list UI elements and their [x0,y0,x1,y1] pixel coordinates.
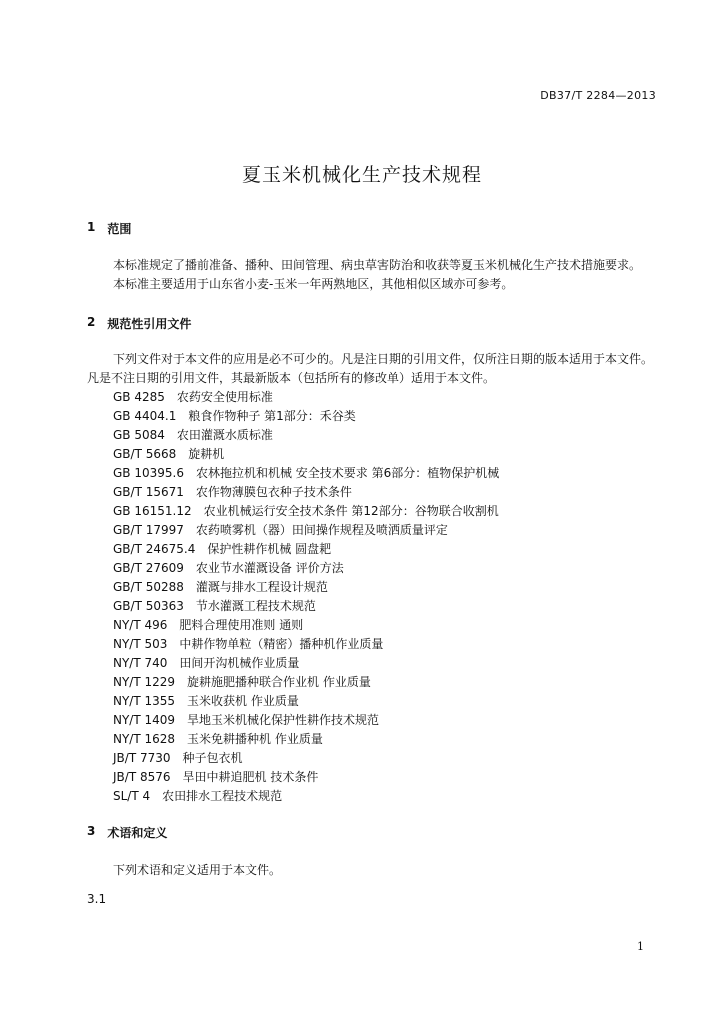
reference-item [113,692,499,711]
reference-title: 旋耕施肥播种联合作业机 作业质量 [187,675,371,689]
document-title: 夏玉米机械化生产技术规程 [241,164,482,186]
reference-item [113,559,499,578]
reference-code: GB 10395.6 [113,466,184,480]
reference-code: NY/T 1355 [113,694,176,708]
section-title: 规范性引用文件 [107,317,192,331]
reference-item [113,407,499,426]
reference-item [113,768,499,787]
reference-title: 农业节水灌溉设备 评价方法 [195,561,344,575]
reference-code: GB/T 50288 [113,580,184,594]
reference-title: 玉米免耕播种机 作业质量 [187,732,323,746]
reference-code: GB/T 27609 [113,561,184,575]
reference-item [113,673,499,692]
scope-paragraph-2: 本标准主要适用于山东省小麦-玉米一年两熟地区，其他相似区域亦可参考。 [113,277,514,291]
section-heading-normative [87,315,191,332]
section-number: 3 [87,824,96,838]
reference-title: 种子包衣机 [182,751,243,765]
reference-item [113,787,499,806]
reference-code: NY/T 1229 [113,675,176,689]
page-number: 1 [637,940,644,953]
reference-code: GB/T 50363 [113,599,184,613]
reference-code: GB/T 5668 [113,447,177,461]
standard-code: DB37/T 2284—2013 [540,89,656,102]
section-title: 术语和定义 [107,826,168,840]
subclause-number: 3.1 [87,892,107,906]
reference-item [113,426,499,445]
reference-title: 玉米收获机 作业质量 [187,694,299,708]
reference-code: GB/T 15671 [113,485,184,499]
reference-title: 肥料合理使用准则 通则 [179,618,304,632]
reference-title: 中耕作物单粒（精密）播种机作业质量 [179,637,384,651]
reference-title: 农药安全使用标准 [176,390,273,404]
reference-code: NY/T 1628 [113,732,176,746]
reference-code: GB 5084 [113,428,165,442]
reference-code: NY/T 496 [113,618,168,632]
section-heading-scope [87,220,131,237]
reference-item [113,388,499,407]
reference-title: 农田排水工程技术规范 [162,789,283,803]
reference-item [113,521,499,540]
reference-item [113,654,499,673]
reference-title: 保护性耕作机械 圆盘耙 [207,542,332,556]
reference-item [113,749,499,768]
scope-paragraph-1: 本标准规定了播前准备、播种、田间管理、病虫草害防治和收获等夏玉米机械化生产技术措施要求。 [113,258,642,272]
reference-code: NY/T 1409 [113,713,176,727]
reference-code: JB/T 8576 [113,770,171,784]
reference-list [113,388,499,806]
section-number: 2 [87,315,96,329]
reference-code: JB/T 7730 [113,751,171,765]
reference-code: GB 4404.1 [113,409,177,423]
terms-intro: 下列术语和定义适用于本文件。 [113,863,282,877]
reference-code: GB/T 24675.4 [113,542,196,556]
reference-title: 灌溉与排水工程设计规范 [195,580,328,594]
reference-code: GB 4285 [113,390,165,404]
reference-item [113,445,499,464]
reference-title: 旋耕机 [188,447,225,461]
reference-item [113,597,499,616]
reference-title: 田间开沟机械作业质量 [179,656,300,670]
reference-title: 农田灌溉水质标准 [176,428,273,442]
section-heading-terms [87,824,167,841]
reference-code: GB 16151.12 [113,504,192,518]
section-title: 范围 [107,222,132,236]
reference-title: 农林拖拉机和机械 安全技术要求 第6部分：植物保护机械 [195,466,500,480]
reference-item [113,540,499,559]
reference-item [113,483,499,502]
reference-item [113,711,499,730]
reference-title: 农药喷雾机（器）田间操作规程及喷洒质量评定 [195,523,448,537]
reference-item [113,616,499,635]
reference-title: 节水灌溉工程技术规范 [195,599,316,613]
reference-code: NY/T 740 [113,656,168,670]
reference-code: GB/T 17997 [113,523,184,537]
reference-item [113,730,499,749]
reference-title: 粮食作物种子 第1部分：禾谷类 [188,409,356,423]
section-number: 1 [87,220,96,234]
reference-item [113,502,499,521]
reference-code: NY/T 503 [113,637,168,651]
reference-title: 旱地玉米机械化保护性耕作技术规范 [187,713,380,727]
reference-item [113,464,499,483]
normative-intro: 下列文件对于本文件的应用是必不可少的。凡是注日期的引用文件，仅所注日期的版本适用于本文件。凡是不注日期的引用文件，其最新版本（包括所有的修改单）适用于本文件。 [87,352,654,385]
reference-title: 农作物薄膜包衣种子技术条件 [195,485,352,499]
reference-item [113,578,499,597]
reference-title: 农业机械运行安全技术条件 第12部分：谷物联合收割机 [203,504,499,518]
reference-code: SL/T 4 [113,789,151,803]
reference-item [113,635,499,654]
reference-title: 旱田中耕追肥机 技术条件 [182,770,319,784]
